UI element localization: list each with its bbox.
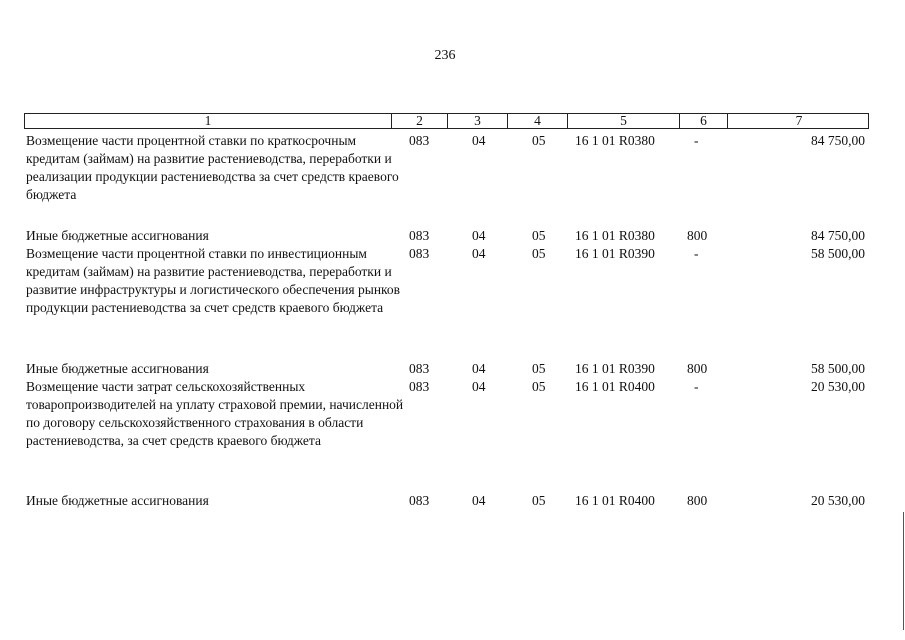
row-sum: 20 530,00 — [811, 379, 865, 394]
row-pr: 05 — [532, 228, 546, 243]
row-vr: 800 — [687, 228, 708, 243]
row-grbs: 083 — [409, 379, 430, 394]
row-grbs: 083 — [409, 493, 430, 508]
header-col-4: 4 — [507, 114, 567, 128]
row-sum: 84 750,00 — [811, 228, 865, 243]
row-rz: 04 — [472, 493, 486, 508]
row-rz: 04 — [472, 133, 486, 148]
header-col-2: 2 — [391, 114, 447, 128]
row-sum: 58 500,00 — [811, 246, 865, 261]
row-name: Возмещение части процентной ставки по краткосрочным кредитам (займам) на развитие растениеводства, переработки и реализации продукции растениеводства за счет средств краевого бюджета — [26, 133, 399, 202]
row-sum: 20 530,00 — [811, 493, 865, 508]
row-pr: 05 — [532, 133, 546, 148]
row-vr: 800 — [687, 493, 708, 508]
row-csr: 16 1 01 R0400 — [575, 493, 655, 508]
row-pr: 05 — [532, 379, 546, 394]
row-name: Иные бюджетные ассигнования — [26, 361, 209, 376]
row-vr: 800 — [687, 361, 708, 376]
header-col-5: 5 — [567, 114, 679, 128]
row-csr: 16 1 01 R0380 — [575, 228, 655, 243]
header-col-6: 6 — [679, 114, 727, 128]
row-csr: 16 1 01 R0390 — [575, 361, 655, 376]
row-rz: 04 — [472, 228, 486, 243]
row-rz: 04 — [472, 361, 486, 376]
header-col-3: 3 — [447, 114, 507, 128]
row-name: Возмещение части процентной ставки по инвестиционным кредитам (займам) на развитие растениеводства, переработки и развитие инфраструктуры и логистического обеспечения рынков продукции растениеводства за счет средств краевого бюджета — [26, 246, 401, 315]
header-col-1: 1 — [204, 113, 212, 128]
row-vr: - — [694, 246, 699, 261]
row-grbs: 083 — [409, 228, 430, 243]
row-pr: 05 — [532, 493, 546, 508]
row-rz: 04 — [472, 379, 486, 394]
header-col-7: 7 — [727, 114, 870, 128]
row-grbs: 083 — [409, 133, 430, 148]
scan-edge-line — [903, 512, 904, 630]
row-csr: 16 1 01 R0380 — [575, 133, 655, 148]
table-header — [24, 113, 869, 129]
row-pr: 05 — [532, 361, 546, 376]
row-pr: 05 — [532, 246, 546, 261]
row-vr: - — [694, 379, 699, 394]
row-name: Возмещение части затрат сельскохозяйственных товаропроизводителей на уплату страховой премии, начисленной по договору сельскохозяйственного страхования в области растениеводства, за счет средств краевого бюджета — [26, 379, 404, 448]
row-csr: 16 1 01 R0390 — [575, 246, 655, 261]
row-name: Иные бюджетные ассигнования — [26, 493, 209, 508]
row-csr: 16 1 01 R0400 — [575, 379, 655, 394]
row-vr: - — [694, 133, 699, 148]
row-sum: 58 500,00 — [811, 361, 865, 376]
row-sum: 84 750,00 — [811, 133, 865, 148]
row-rz: 04 — [472, 246, 486, 261]
row-grbs: 083 — [409, 246, 430, 261]
page-number: 236 — [434, 48, 456, 63]
row-grbs: 083 — [409, 361, 430, 376]
row-name: Иные бюджетные ассигнования — [26, 228, 209, 243]
